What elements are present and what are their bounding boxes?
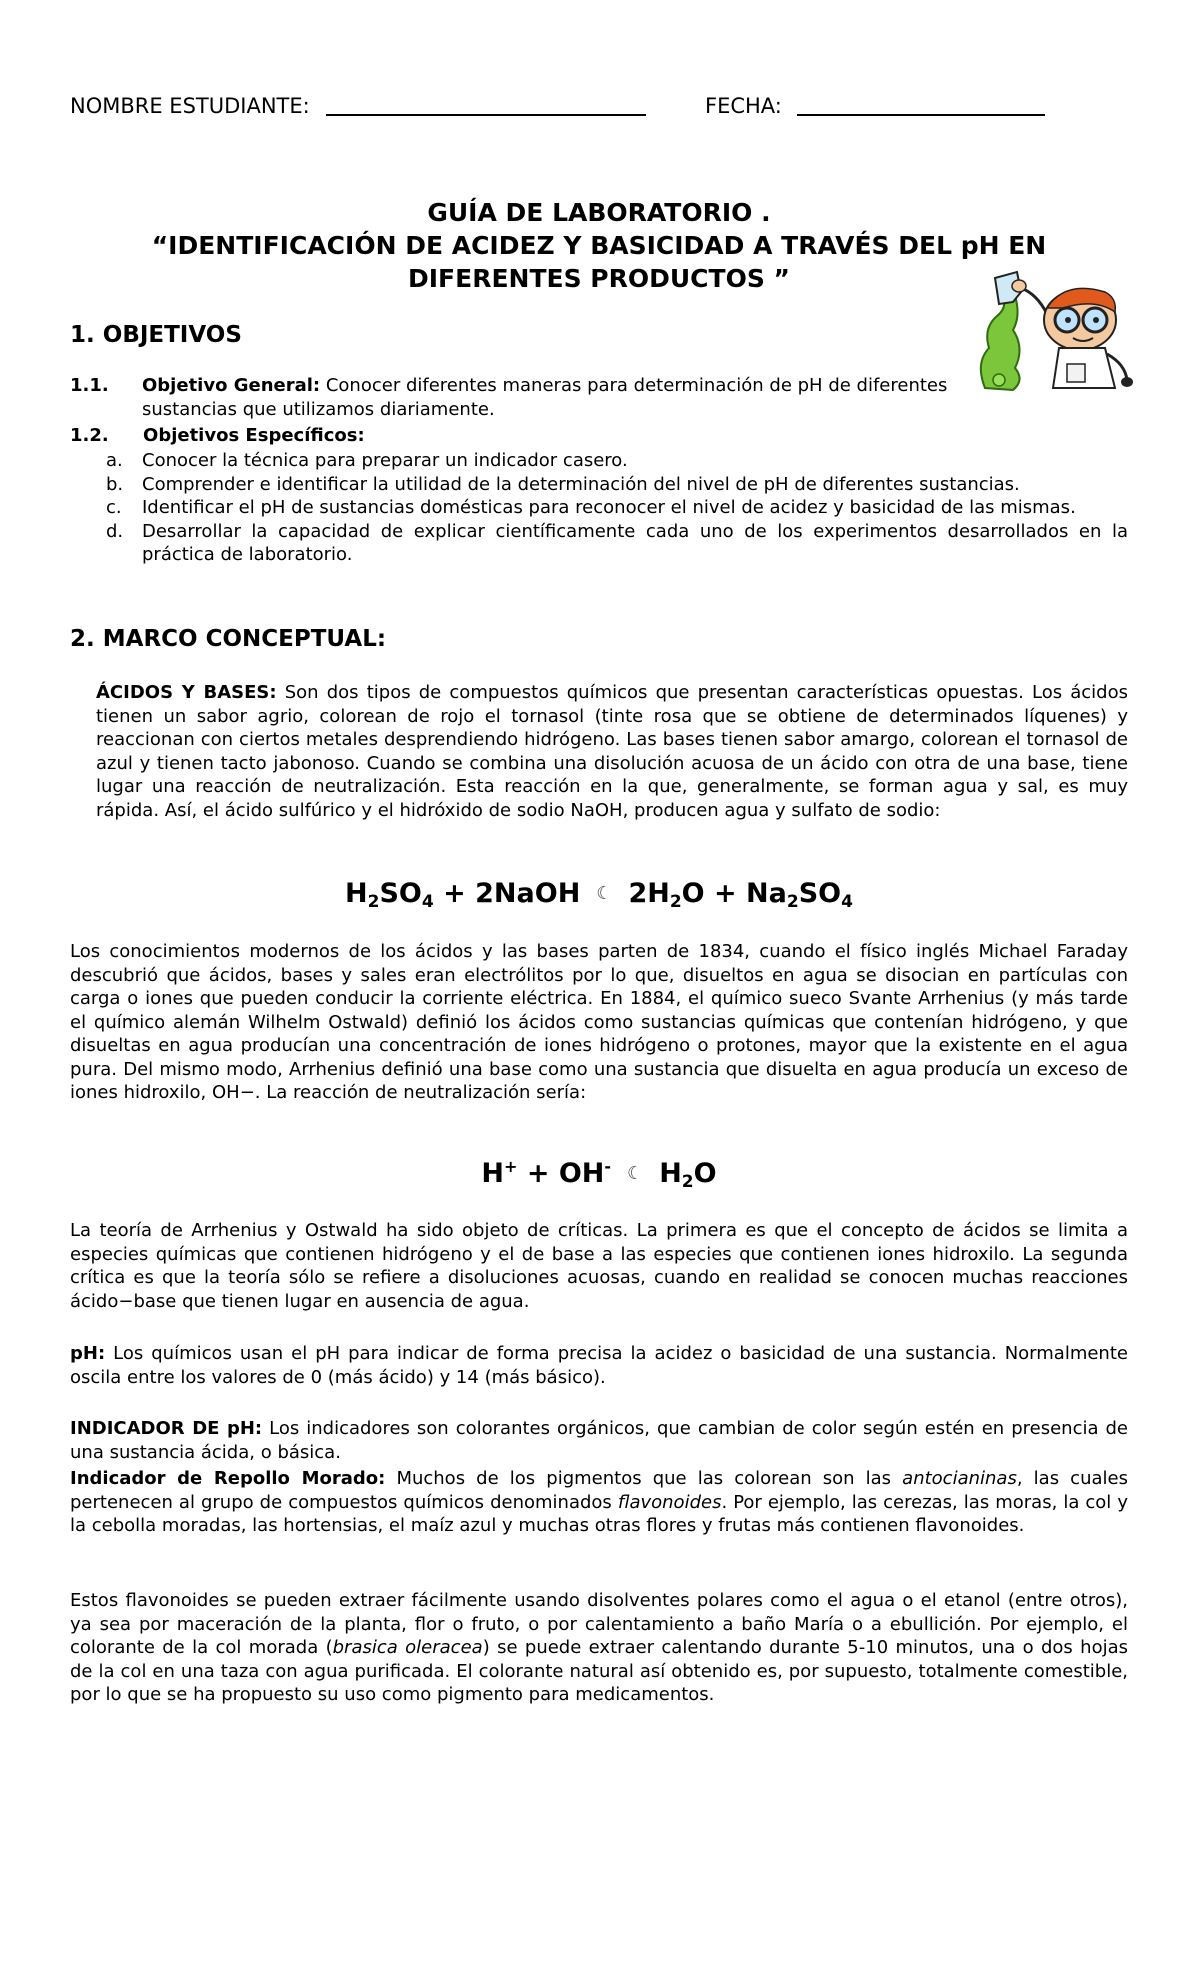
section-1-number: 1. — [70, 322, 95, 348]
title-line-3: DIFERENTES PRODUCTOS ” — [408, 264, 790, 293]
eq1-sub: 4 — [421, 892, 434, 912]
list-text: Conocer la técnica para preparar un indicador casero. — [142, 450, 628, 471]
section-1-heading — [70, 322, 242, 348]
general-objective — [70, 374, 1128, 421]
date-label: FECHA: — [705, 94, 782, 118]
cabbage-paragraph — [70, 1467, 1128, 1538]
list-item — [106, 496, 1128, 520]
cabbage-text: . Por ejemplo, las cerezas, las moras, la col y la cebolla moradas, las hortensias, el maíz azul y muchas otras flores y frutas más contienen flavonoides. — [70, 1491, 1128, 1536]
specific-objectives-list — [106, 449, 1128, 567]
eq1-term: 2H — [628, 878, 670, 909]
list-text: Desarrollar la capacidad de explicar científicamente cada uno de los experimentos desarrollados en la práctica de laboratorio. — [142, 520, 1128, 565]
list-marker: a. — [106, 450, 123, 471]
flavonoids-italic-term: brasica oleracea — [332, 1637, 483, 1658]
general-objective-text-2: sustancias que utilizamos diariamente. — [142, 398, 495, 420]
list-item — [106, 520, 1128, 567]
eq1-term: SO — [379, 878, 422, 909]
section-2-title: MARCO CONCEPTUAL: — [102, 626, 387, 652]
flavonoids-text: Estos flavonoides se pueden extraer fácilmente usando disolventes polares como el agua o el etanol (entre otros), ya sea por maceración de la planta, flor o fruto, o por calentamiento a baño María o a ebullición. Por ejemplo, el colorante de la col morada ( — [70, 1590, 1128, 1658]
cabbage-label: Indicador de Repollo Morado: — [70, 1468, 386, 1489]
eq1-term: H — [345, 878, 368, 909]
acids-bases-text: Son dos tipos de compuestos químicos que presentan características opuestas. Los ácidos tienen un sabor agrio, colorean de rojo el tornasol (tinte rosa que se obtiene de determinados líquenes) y reaccionan con ciertos metales desprendiendo hidrógeno. Las bases tienen sabor amargo, colorean el tornasol de azul y tienen tacto jabonoso. Cuando se combina una disolución acuosa de un ácido con otra de una base, tiene lugar una reacción de neutralización. Esta reacción en la que, generalmente, se forman agua y sal, es muy rápida. Así, el ácido sulfúrico y el hidróxido de sodio NaOH, producen agua y sulfato de sodio: — [96, 682, 1128, 821]
list-item — [106, 473, 1128, 497]
equation-neutralization-1 — [70, 878, 1128, 912]
cabbage-text: Muchos de los pigmentos que las colorean son las — [396, 1468, 892, 1489]
eq1-term: SO — [798, 878, 842, 909]
indicator-label: INDICADOR DE pH: — [70, 1418, 263, 1439]
student-name-label: NOMBRE ESTUDIANTE: — [70, 94, 310, 118]
eq2-term: H — [659, 1158, 682, 1189]
acids-bases-paragraph — [96, 681, 1128, 822]
title-line-1: GUÍA DE LABORATORIO . — [427, 198, 771, 227]
section-2-heading — [70, 626, 386, 652]
eq2-term: + OH — [517, 1158, 605, 1189]
list-text: Identificar el pH de sustancias domésticas para reconocer el nivel de acidez y basicidad de las mismas. — [142, 497, 1076, 518]
modern-theory-text: Los conocimientos modernos de los ácidos y las bases parten de 1834, cuando el físico inglés Michael Faraday descubrió que ácidos, bases y sales eran electrólitos por lo que, disueltos en agua se disocian en partículas con carga o iones que pueden conducir la corriente eléctrica. En 1884, el químico sueco Svante Arrhenius (y más tarde el químico alemán Wilhelm Ostwald) definió los ácidos como sustancias químicas que contenían hidrógeno, y que disueltas en agua producían una concentración de iones hidrógeno o protones, mayor que la existente en el agua pura. Del mismo modo, Arrhenius definió una base como una sustancia que disuelta en agua producía un exceso de iones hidroxilo, OH−. La reacción de neutralización sería: — [70, 941, 1128, 1103]
acids-bases-label: ÁCIDOS Y BASES: — [96, 682, 277, 703]
eq1-sub: 2 — [669, 892, 682, 912]
list-marker: b. — [106, 473, 124, 495]
list-text: Comprender e identificar la utilidad de la determinación del nivel de pH de diferentes sustancias. — [142, 473, 1020, 495]
criticism-text: La teoría de Arrhenius y Ostwald ha sido objeto de críticas. La primera es que el concepto de ácidos se limita a especies químicas que contienen hidrógeno y el de base a las especies que contienen iones hidroxilo. La segunda crítica es que la teoría sólo se refiere a disoluciones acuosas, cuando en realidad se conocen muchas reacciones ácido−base que tienen lugar en ausencia de agua. — [70, 1220, 1128, 1312]
cabbage-italic-term: antocianinas — [902, 1468, 1017, 1489]
eq2-term: H — [481, 1158, 505, 1189]
eq1-sub: 2 — [367, 892, 380, 912]
list-marker: c. — [106, 497, 122, 518]
reaction-arrow-icon: ☾ — [596, 883, 613, 904]
reaction-arrow-icon: ☾ — [627, 1163, 644, 1184]
section-1-title: OBJETIVOS — [102, 322, 242, 348]
flavonoids-paragraph — [70, 1589, 1128, 1707]
title-line-2: “IDENTIFICACIÓN DE ACIDEZ Y BASICIDAD A TRAVÉS DEL pH EN — [151, 231, 1047, 260]
eq1-term: + 2NaOH — [433, 878, 581, 909]
indicator-paragraph — [70, 1417, 1128, 1464]
modern-theory-paragraph — [70, 940, 1128, 1105]
eq2-sup: + — [504, 1157, 518, 1176]
general-objective-number: 1.1. — [70, 375, 109, 396]
student-name-line — [326, 94, 646, 116]
general-objective-text-1: Conocer diferentes maneras para determinación de pH de diferentes — [325, 375, 948, 396]
ph-label: pH: — [70, 1343, 106, 1364]
eq2-sub: 2 — [681, 1172, 694, 1192]
list-item — [106, 449, 1128, 473]
specific-objectives-heading — [70, 424, 365, 448]
equation-neutralization-2 — [70, 1157, 1128, 1192]
section-2-number: 2. — [70, 626, 95, 652]
indicator-text: Los indicadores son colorantes orgánicos, que cambian de color según estén en presencia de una sustancia ácida, o básica. — [70, 1418, 1128, 1463]
eq2-sup: - — [604, 1157, 612, 1176]
list-marker: d. — [106, 520, 124, 542]
general-objective-label: Objetivo General: — [142, 375, 321, 396]
eq1-sub: 2 — [786, 892, 799, 912]
specific-objectives-number: 1.2. — [70, 425, 109, 446]
flavonoids-text: ) se puede extraer calentando durante 5-10 minutos, una o dos hojas de la col en una taza con agua purificada. El colorante natural así obtenido es, por supuesto, totalmente comestible, por lo que se ha propuesto su uso como pigmento para medicamentos. — [70, 1637, 1128, 1705]
criticism-paragraph — [70, 1219, 1128, 1313]
eq2-term: O — [693, 1158, 717, 1189]
specific-objectives-label: Objetivos Específicos: — [143, 425, 365, 446]
eq1-sub: 4 — [841, 892, 853, 912]
ph-paragraph — [70, 1342, 1128, 1389]
date-row — [705, 94, 1045, 119]
cabbage-italic-term: flavonoides — [617, 1491, 722, 1513]
eq1-term: O + Na — [681, 878, 787, 909]
cabbage-text: , las cuales pertenecen al grupo de compuestos químicos denominados — [70, 1468, 1128, 1513]
date-line — [797, 94, 1045, 116]
student-name-row — [70, 94, 646, 119]
ph-text: Los químicos usan el pH para indicar de forma precisa la acidez o basicidad de una sustancia. Normalmente oscila entre los valores de 0 (más ácido) y 14 (más básico). — [70, 1343, 1128, 1388]
